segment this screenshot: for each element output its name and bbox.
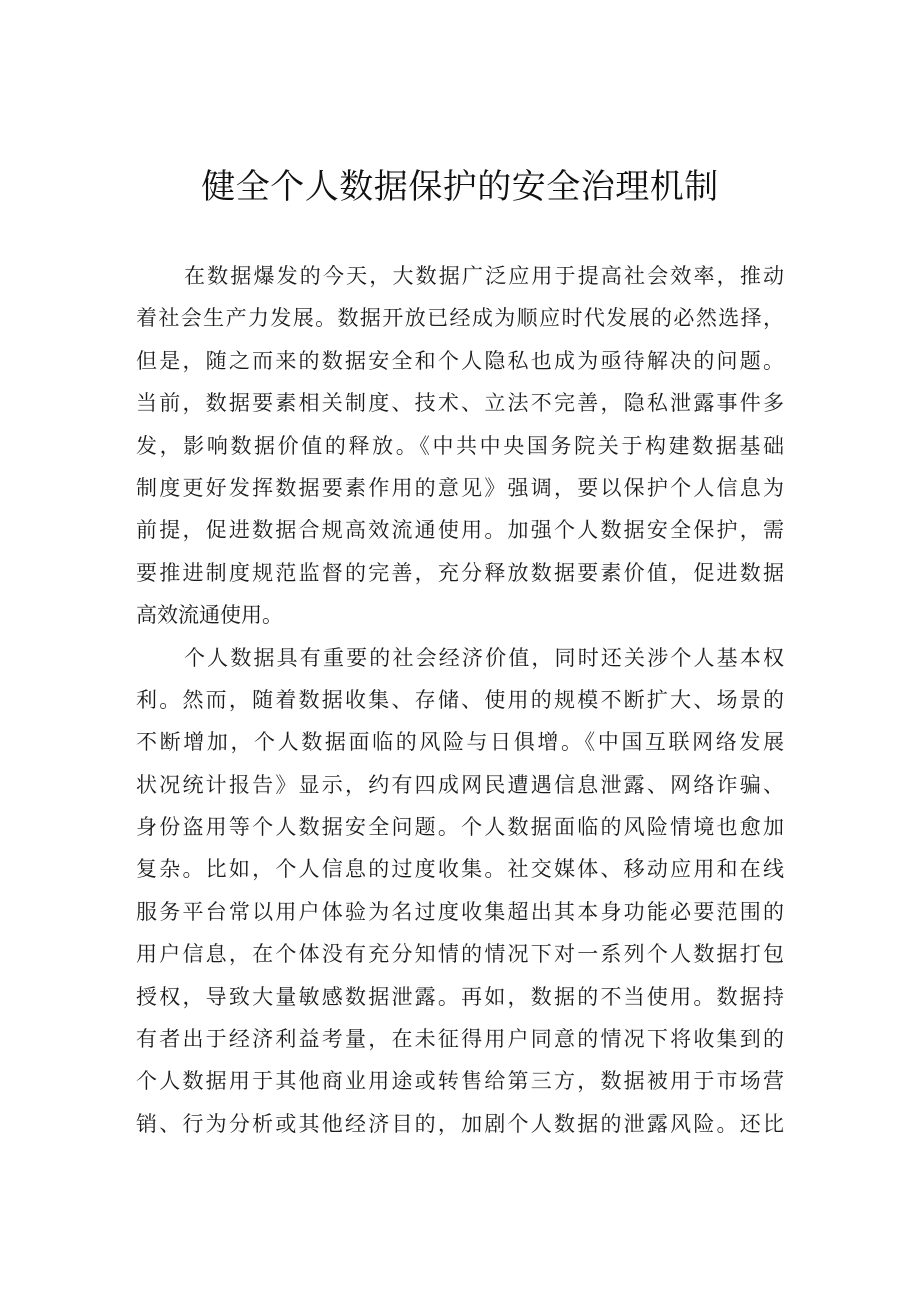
text-line: 用户信息，在个体没有充分知情的情况下对一系列个人数据打包 [136, 942, 784, 967]
text-line: 复杂。比如，个人信息的过度收集。社交媒体、移动应用和在线 [136, 857, 784, 882]
text-line: 身份盗用等个人数据安全问题。个人数据面临的风险情境也愈加 [136, 815, 784, 840]
text-line: 服务平台常以用户体验为名过度收集超出其本身功能必要范围的 [136, 899, 784, 924]
text-line: 着社会生产力发展。数据开放已经成为顺应时代发展的必然选择， [136, 306, 784, 331]
text-line: 个人数据具有重要的社会经济价值，同时还关涉个人基本权 [184, 645, 784, 670]
text-line: 状况统计报告》显示，约有四成网民遭遇信息泄露、网络诈骗、 [136, 772, 784, 797]
paragraph-2 [136, 637, 784, 1146]
text-line: 有者出于经济利益考量，在未征得用户同意的情况下将收集到的 [136, 1027, 784, 1052]
text-line: 不断增加，个人数据面临的风险与日俱增。《中国互联网络发展 [136, 730, 784, 755]
text-line: 但是，随之而来的数据安全和个人隐私也成为亟待解决的问题。 [136, 348, 784, 373]
document-body [136, 255, 784, 1145]
text-line: 授权，导致大量敏感数据泄露。再如，数据的不当使用。数据持 [136, 984, 784, 1009]
text-line: 高效流通使用。 [136, 603, 283, 628]
document-title: 健全个人数据保护的安全治理机制 [201, 167, 719, 207]
text-line: 销、行为分析或其他经济目的，加剧个人数据的泄露风险。还比 [136, 1111, 784, 1136]
text-line: 个人数据用于其他商业用途或转售给第三方，数据被用于市场营 [136, 1069, 784, 1094]
text-line: 发，影响数据价值的释放。《中共中央国务院关于构建数据基础 [136, 433, 784, 458]
paragraph-1 [136, 255, 784, 637]
text-line: 在数据爆发的今天，大数据广泛应用于提高社会效率，推动 [184, 264, 784, 288]
text-line: 要推进制度规范监督的完善，充分释放数据要素价值，促进数据 [136, 560, 784, 585]
text-line: 利。然而，随着数据收集、存储、使用的规模不断扩大、场景的 [136, 687, 784, 712]
text-line: 制度更好发挥数据要素作用的意见》强调，要以保护个人信息为 [136, 475, 784, 500]
text-line: 前提，促进数据合规高效流通使用。加强个人数据安全保护，需 [136, 518, 784, 543]
text-line: 当前，数据要素相关制度、技术、立法不完善，隐私泄露事件多 [136, 391, 784, 416]
